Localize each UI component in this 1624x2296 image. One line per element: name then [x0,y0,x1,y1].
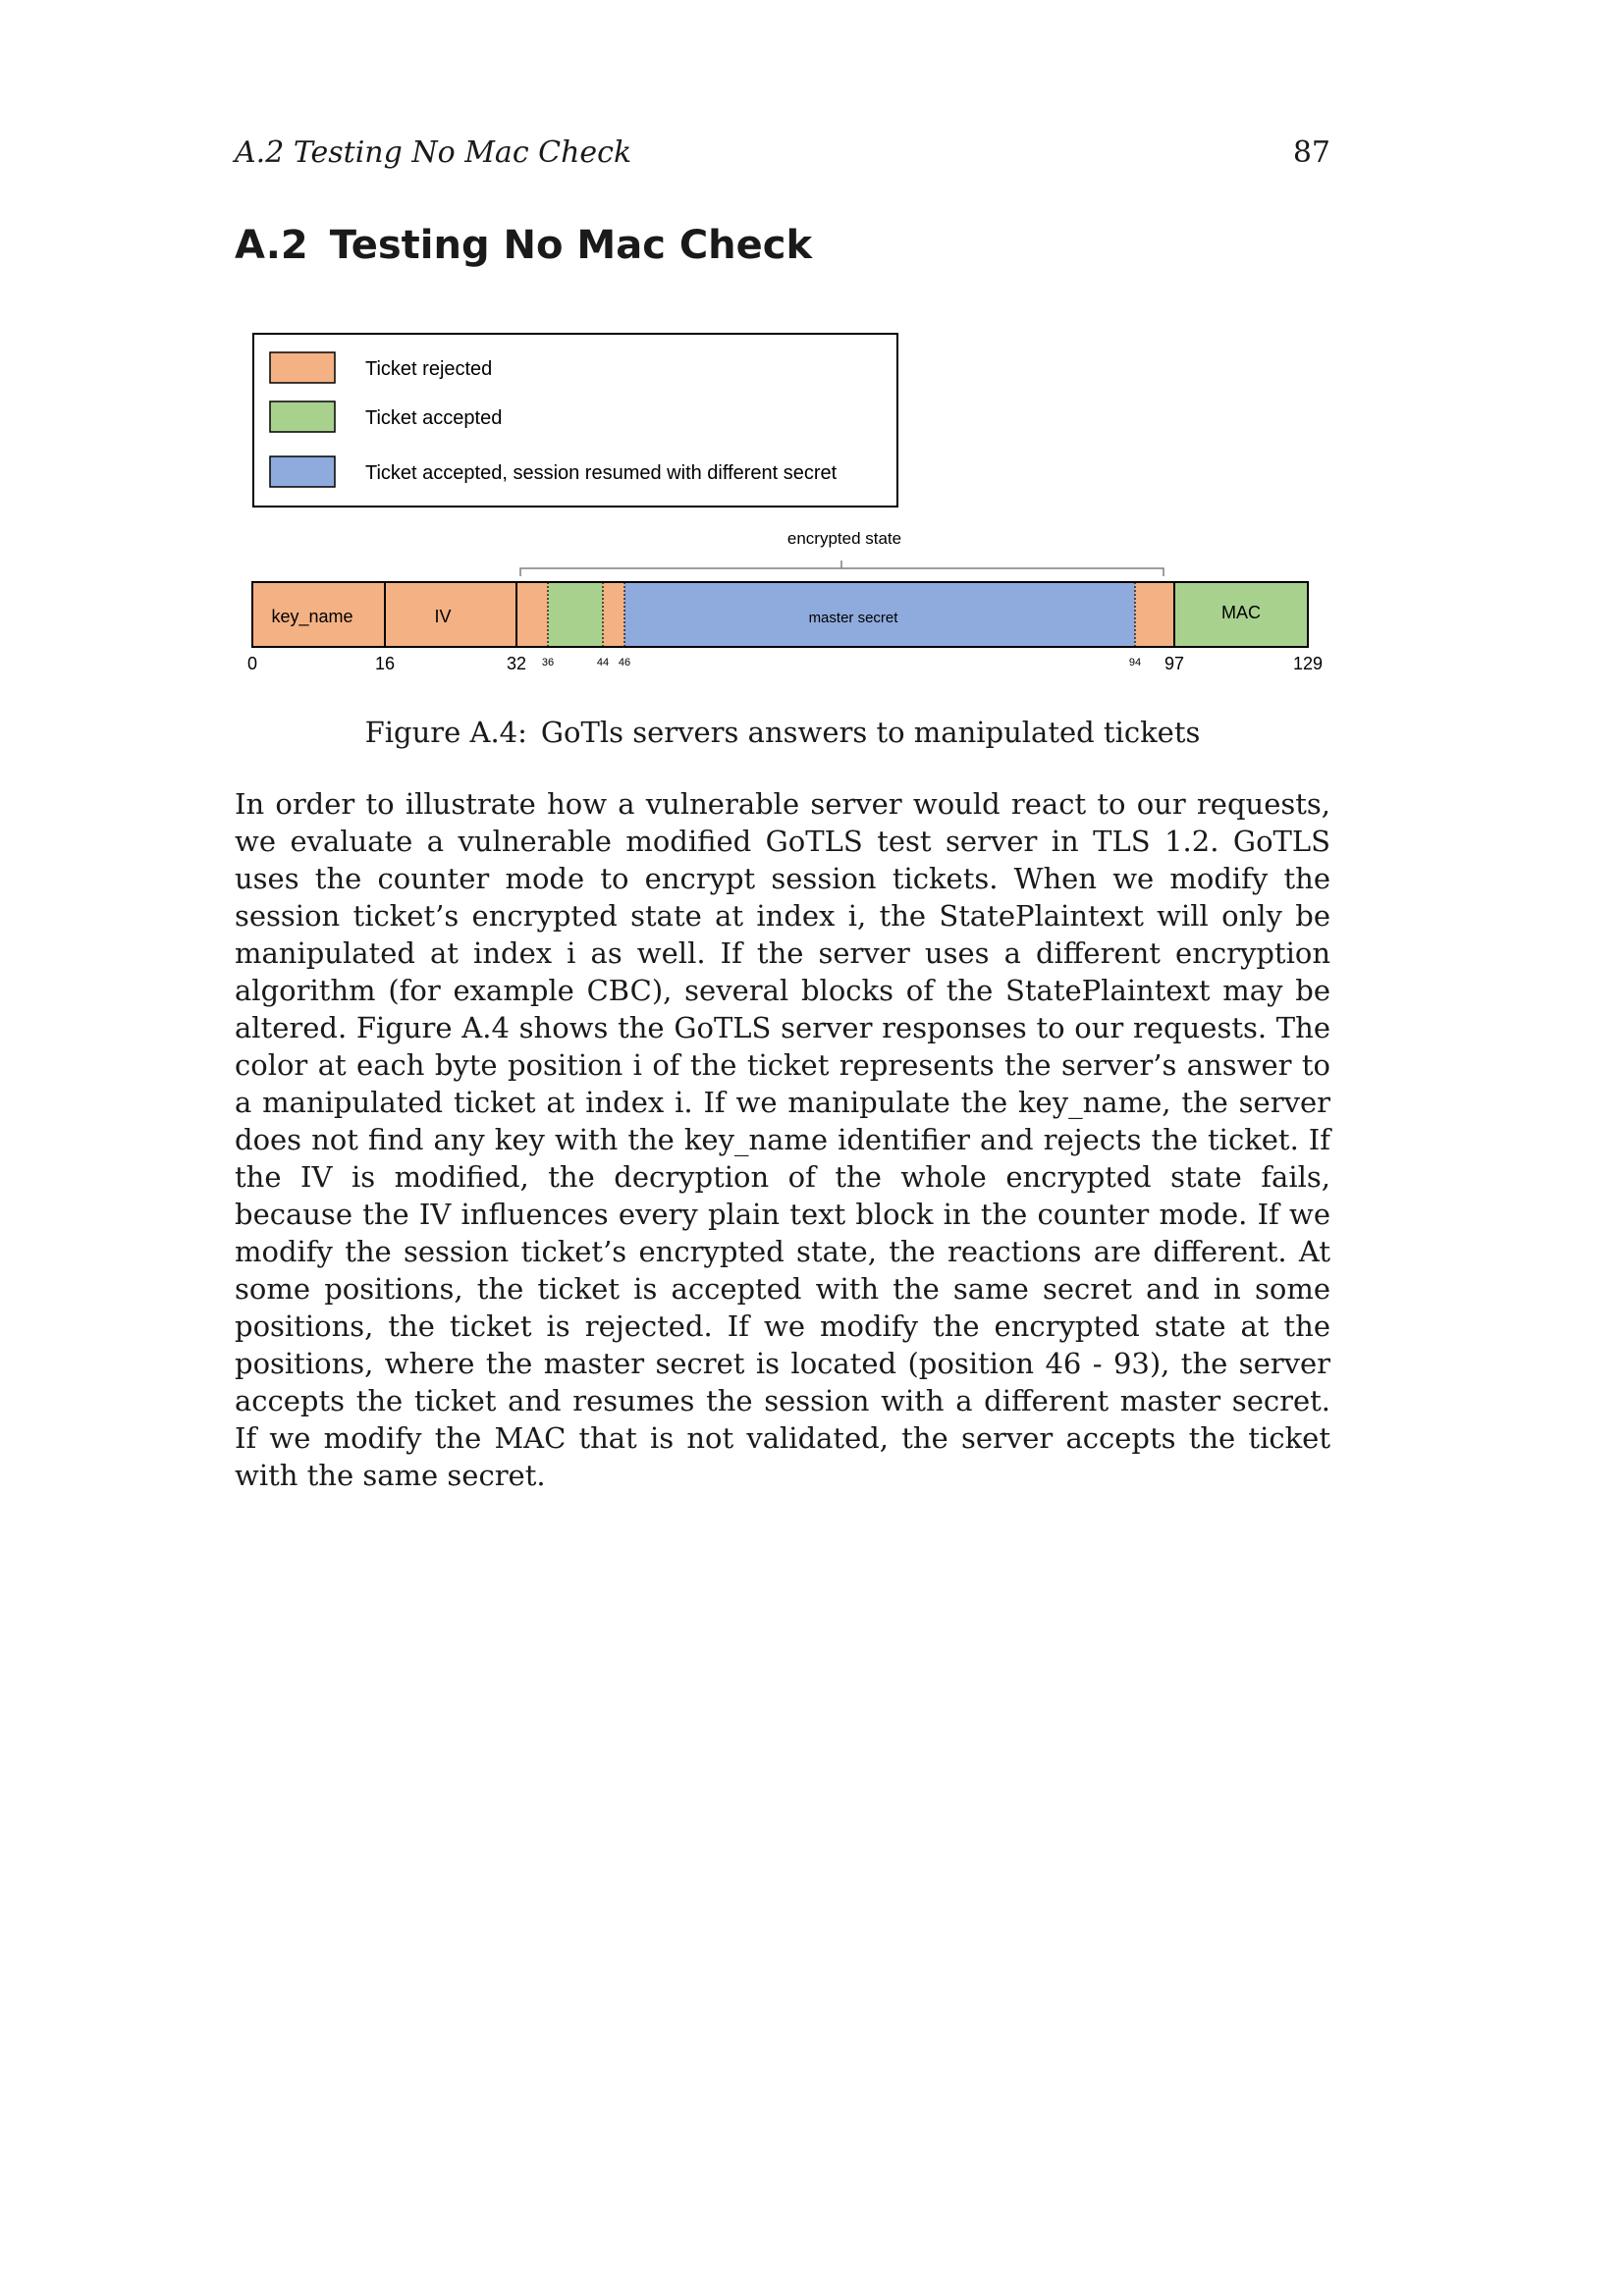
segment-32-36 [516,582,548,647]
running-title: A.2 Testing No Mac Check [235,135,632,170]
tick-label-minor: 46 [618,657,631,668]
segments-layer [252,582,1308,647]
ticket-diagram [0,0,1624,687]
tick-label-major: 0 [246,654,258,673]
legend-label-rejected: Ticket rejected [365,358,493,380]
ticks-layer [247,654,1323,673]
legend-swatch-different-secret [270,456,335,487]
figure-ticket-bytes [0,0,1624,687]
section-title: Testing No Mac Check [329,223,813,268]
encrypted-state-label: encrypted state [786,529,902,548]
page-number: 87 [1292,135,1330,170]
caption-text: GoTls servers answers to manipulated tickets [540,716,1201,749]
legend-label-accepted: Ticket accepted [365,407,503,429]
label-iv: IV [434,607,452,626]
tick-label-minor: 94 [1128,657,1142,668]
legend-label-different-secret: Ticket accepted, session resumed with different secret [365,462,838,484]
segment-94-97 [1135,582,1174,647]
encrypted-state-brace [520,561,1164,576]
tick-label-minor: 44 [596,657,610,668]
caption-label: Figure A.4: [364,716,527,749]
label-mac: MAC [1221,603,1261,622]
figure-caption [235,713,1330,752]
tick-label-major: 32 [506,654,527,673]
tick-label-major: 129 [1292,654,1324,673]
segment-44-46 [603,582,624,647]
segment-36-44 [548,582,603,647]
tick-label-major: 16 [374,654,396,673]
label-master-secret: master secret [808,610,898,626]
section-number: A.2 [235,223,308,268]
body-paragraph: In order to illustrate how a vulnerable server would react to our requests, we evaluate a vulnerable modified GoTLS test server in TLS 1.2. GoTLS uses the counter mode to encrypt session tickets. When we modify the session ticket’s encrypted state at index i, the StatePlaintext will only be manipulated at index i as well. If the server uses a different encryption algorithm (for example CBC), several blocks of the StatePlaintext may be altered. Figure A.4 shows the GoTLS server responses to our requests. The color at each byte position i of the ticket represents the server’s answer to a manipulated ticket at index i. If we manipulate the key_name, the server does not find any key with the key_name identifier and rejects the ticket. If the IV is modified, the decryption of the whole encrypted state fails, because the IV influences every plain text block in the counter mode. If we modify the session ticket’s encrypted state, the reactions are different. At some positions, the ticket is accepted with the same secret and in some positions, the ticket is rejected. If we modify the encrypted state at the positions, where the master secret is located (position 46 - 93), the server accepts the ticket and resumes the session with a different master secret. If we modify the MAC that is not validated, the server accepts the ticket with the same secret. [235,787,1330,1492]
label-key-name: key_name [271,607,353,626]
legend-swatch-rejected [270,352,335,383]
tick-label-minor: 36 [541,657,555,668]
legend-swatch-accepted [270,401,335,432]
tick-label-major: 97 [1164,654,1185,673]
